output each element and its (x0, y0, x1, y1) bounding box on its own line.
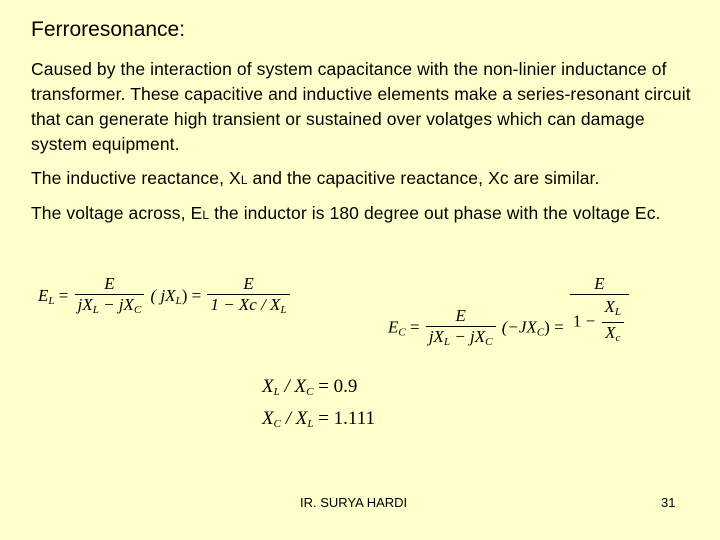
equation-ratio-xl-xc: $X_L / X_C = 0.9$ (262, 376, 358, 398)
paragraph-voltage-subscript: L (202, 208, 210, 222)
paragraph-ferroresonance-cause: Caused by the interaction of system capacitance with the non-linier inductance of transformer. These capacitive and inductive elements make a series-resonant circuit that can generate high transient or sustained over volatges which can damage system equipment. (31, 59, 691, 154)
equation-ec: $E_C$ = $\frac{E}{jX_L - jX_C}$ $(-JX_C)$ = E 1 − $\frac{X_L}{X_c}$ (388, 274, 631, 352)
equation-ec-fraction-1: $\frac{E}{jX_L - jX_C}$ (426, 306, 496, 352)
slide-title: Ferroresonance: (31, 18, 186, 41)
equation-el: $E_L$ = $\frac{E}{jX_L - jX_C}$ ( $jX_L$) = $\frac{E}{1 - Xc / X_L}$ (38, 274, 292, 320)
footer-author: IR. SURYA HARDI (300, 495, 408, 510)
paragraph-reactance (31, 166, 696, 193)
equation-ratio-xc-xl: $X_C / X_L = 1.111$ (262, 408, 376, 430)
paragraph-voltage-phase (31, 201, 696, 228)
paragraph-voltage-part-b: the inductor is 180 degree out phase with the voltage Ec. (209, 203, 661, 223)
paragraph-voltage-part-a: The voltage across, E (31, 203, 203, 223)
paragraph-reactance-subscript: L (240, 173, 248, 187)
equation-el-fraction-2: $\frac{E}{1 - Xc / X_L}$ (207, 274, 289, 320)
footer-page-number: 31 (661, 495, 676, 510)
equation-el-fraction-1: $\frac{E}{jX_L - jX_C}$ (75, 274, 145, 320)
paragraph-reactance-part-b: and the capacitive reactance, Xc are similar. (247, 168, 600, 188)
paragraph-reactance-part-a: The inductive reactance, X (31, 168, 241, 188)
equation-ec-inner-fraction: $\frac{X_L}{X_c}$ (602, 297, 625, 348)
equation-ec-fraction-2: E 1 − $\frac{X_L}{X_c}$ (570, 274, 629, 348)
